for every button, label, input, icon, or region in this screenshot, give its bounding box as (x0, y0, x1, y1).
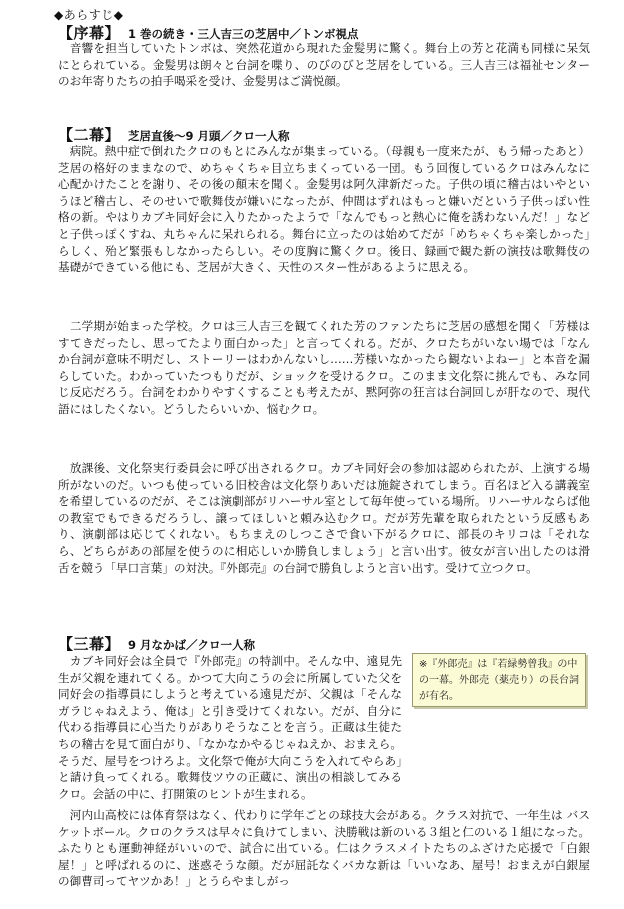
act-subtitle: 9 月なかば／クロ一人称 (128, 638, 256, 652)
footnote-box: ※『外郎売』は『若緑勢曾我』の中の一幕。外郎売（薬売り）の長台詞が有名。 (412, 653, 586, 707)
act-subtitle: 芝居直後～9 月頭／クロ一人称 (128, 129, 290, 143)
act-heading-sanmaku (58, 633, 255, 654)
synopsis-heading: ◆あらすじ◆ (54, 8, 124, 22)
paragraph: 二学期が始まった学校。クロは三人吉三を観てくれた芳のファンたちに芝居の感想を聞く「芳様はすてきだったし、思ってたより面白かった」と言ってくれる。だが、クロたちがいない場では「なんか台詞が意味不明だし、ストーリーはわかんないし……芳様いなかったら観ないよねー」と本音を漏らしていた。わかっていたつもりだが、ショックを受けるクロ。このまま文化祭に挑んでも、みな同じ反応だろう。台詞をわかりやすくすることも考えたが、黙阿弥の狂言は台詞回しが肝なので、現代語にはしたくない。どうしたらいいか、悩むクロ。 (58, 319, 590, 416)
paragraph: 河内山高校には体育祭はなく、代わりに学年ごとの球技大会がある。クラス対抗で、一年生は バスケットボール。クロのクラスは早々に負けてしまい、決勝戦は新のいる３組と仁のいる１組になった。ふたりとも運動神経がいいので、試合に出ている。仁はクラスメイトたちのふざけた応援で「白銀屋！」と呼ばれるのに、迷惑そうな顔。だが屈託なくバカな新は「いいなあ、屋号！おまえが白銀屋の御曹司ってヤツかあ！」とうらやましがっ (58, 808, 590, 889)
act-heading-nimaku (58, 124, 290, 145)
paragraph: 音響を担当していたトンボは、突然花道から現れた金髪男に驚く。舞台上の芳と花満も同様に呆気にとられている。金髪男は朗々と台詞を喋り、のびのびと芝居をしている。三人吉三は福祉センターのお年寄りたちの拍手喝采を受け、金髪男はご満悦顔。 (58, 41, 590, 89)
paragraph: カブキ同好会は全員で『外郎売』の特訓中。そんな中、遠見先生が父親を連れてくる。かつて大向こうの会に所属していた父を同好会の指導員にしようと考えている遠見だが、父親は「そんなガラじゃねえよう、俺は」と引き受けてくれない。だが、自分に代わる指導員に心当たりがありそうなことを言う。正蔵は生徒たちの稽古を見て面白がり、「なかなかやるじゃねえか、おまえら。そうだ、屋号をつけろよ。文化祭で俺が大向こうを入れてやらあ」と請け負ってくれる。歌舞伎ツウの正蔵に、演出の相談してみるクロ。会話の中に、打開策のヒントが生まれる。 (58, 654, 402, 801)
paragraph: 放課後、文化祭実行委員会に呼び出されるクロ。カブキ同好会の参加は認められたが、上演する場所がないのだ。いつも使っている旧校舎は文化祭りあいだは施錠されてしまう。百名ほど入る講義室を希望しているのだが、そこは演劇部がリハーサル室として毎年使っている場所。リハーサルならば他の教室でもできるだろうし、譲ってほしいと頼み込むクロ。だが芳先輩を取られたという反感もあり、演劇部は応じてくれない。もちまえのしつこさで食い下がるクロに、部長のキリコは「それなら、どちらがあの部屋を使うのに相応しいか勝負しましょう」と言い出す。彼女が言い出したのは滑舌を競う「早口言葉」の対決。『外郎売』の台詞で勝負しようと言い出す。受けて立つクロ。 (58, 461, 590, 575)
act-label: 【二幕】 (58, 126, 121, 144)
paragraph: 病院。熱中症で倒れたクロのもとにみんなが集まっている。（母親も一度来たが、もう帰ったあと）芝居の格好のままなので、めちゃくちゃ目立ちまくっている一団。もう回復しているクロはみんなに心配かけたことを謝り、その後の顛末を聞く。金髪男は阿久津新だった。子供の頃に稽古はいやというほど稽古し、そのせいで歌舞伎が嫌いになったが、仲間はずれはもっと嫌いだという子供っぽい性格の新。やはりカブキ同好会に入りたかったようで「なんでもっと熱心に俺を誘わないんだ！」などと子供っぽくすね、丸ちゃんに呆れられる。舞台に立ったのは始めてだが「めちゃくちゃ楽しかった」らしく、殆ど緊張もしなかったらしい。その度胸に驚くクロ。後日、録画で観た新の演技は歌舞伎の基礎ができている他にも、芝居が大きく、天性のスター性があるように思える。 (58, 144, 590, 275)
act-label: 【序幕】 (58, 24, 121, 42)
act-subtitle: 1 巻の続き・三人吉三の芝居中／トンボ視点 (128, 27, 359, 41)
act-label: 【三幕】 (58, 635, 121, 653)
